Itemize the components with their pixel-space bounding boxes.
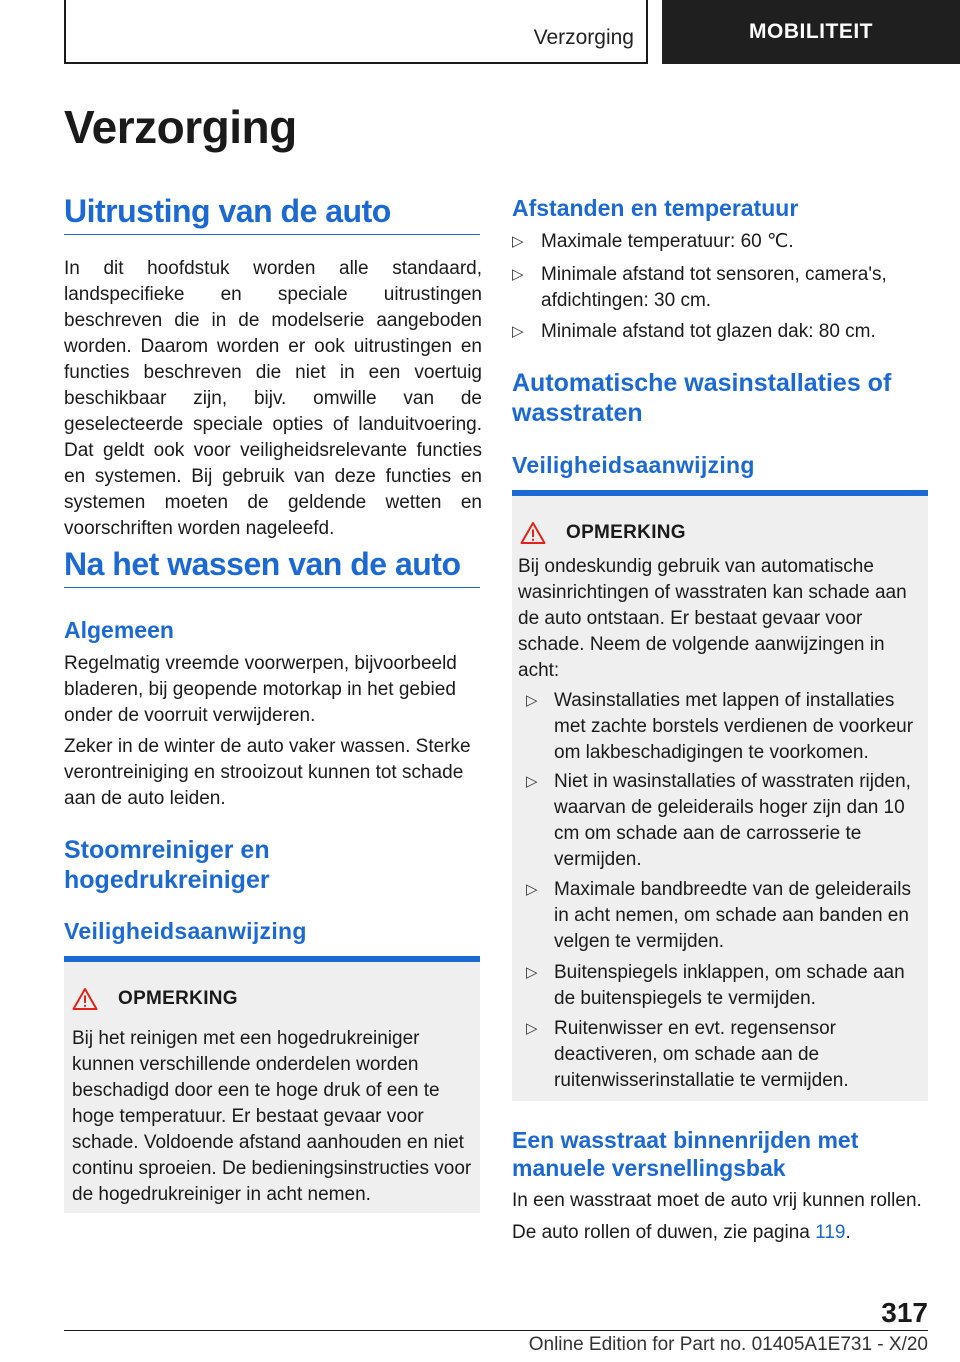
heading-rule bbox=[64, 234, 480, 235]
note-title: OPMERKING bbox=[118, 988, 238, 1009]
heading-distances: Afstanden en temperatuur bbox=[512, 195, 799, 221]
note-box-left bbox=[64, 956, 480, 1213]
triangle-bullet-icon: ▷ bbox=[512, 266, 524, 283]
note-header bbox=[520, 518, 686, 548]
note-header bbox=[72, 984, 238, 1014]
manual-paragraph-2-suffix: . bbox=[845, 1222, 851, 1243]
heading-safety-right: Veiligheidsaanwijzing bbox=[512, 452, 755, 478]
heading-after-wash: Na het wassen van de auto bbox=[64, 546, 461, 582]
header-chapter-tab: MOBILITEIT bbox=[662, 0, 960, 64]
manual-paragraph-1: In een wasstraat moet de auto vrij kunnen rollen. bbox=[512, 1190, 922, 1211]
page-reference-link[interactable]: 119 bbox=[815, 1222, 846, 1243]
heading-equipment: Uitrusting van de auto bbox=[64, 193, 391, 229]
heading-carwash: Automatische wasinstallaties of wasstraten bbox=[512, 369, 892, 427]
equipment-paragraph: In dit hoofdstuk worden alle standaard, landspecifieke en speciale uitrustingen beschreven die in de modelserie aangeboden worden. Daarom worden er ook uitrustingen en functies beschreven die niet in een voertuig beschikbaar zijn, bijv. omwille van de geselecteerde speciale opties of landuitvoering. Dat geldt ook voor veiligheidsrelevante functies en systemen. Bij gebruik van deze functies en systemen moeten de geldende wetten en voorschriften worden nageleefd. bbox=[64, 258, 482, 539]
note-box-right: OPMERKING Bij ondeskundig gebruik van automatische wasinrichtingen of wasstraten kan schade aan de auto ontstaan. Er bestaat gevaar voor schade. Neem de volgende aanwijzingen in acht: ▷ Wasinstallaties met lappen of installaties met zachte borstels verdienen de voorkeur om lakbeschadigingen te voorkomen. ▷ Niet in wasinstallaties of wasstraten rijden, waarvan de geleiderails hoger zijn dan 10 cm om schade aan de carrosserie te vermijden. ▷ Maximale bandbreedte van de geleiderails in acht nemen, om schade aan banden en velgen te vermijden. ▷ Buitenspiegels inklappen, om schade aan de buitenspiegels te vermijden. ▷ Ruitenwisser en evt. regensensor deactiveren, om schade aan de ruitenwisserinstallatie te vermijden. bbox=[512, 490, 928, 1101]
triangle-bullet-icon: ▷ bbox=[526, 1020, 538, 1037]
triangle-bullet-icon: ▷ bbox=[526, 692, 538, 709]
manual-paragraph-2 bbox=[512, 1220, 932, 1246]
footer-rule bbox=[64, 1330, 928, 1331]
general-paragraph-1: Regelmatig vreemde voorwerpen, bijvoorbeeld bladeren, bij geopende motorkap in het gebied onder de voorruit verwijderen. bbox=[64, 653, 457, 726]
warning-triangle-icon bbox=[520, 521, 546, 545]
heading-rule bbox=[64, 587, 480, 588]
triangle-bullet-icon: ▷ bbox=[512, 233, 524, 250]
footer-edition-text: Online Edition for Part no. 01405A1E731 - X/20 bbox=[528, 1334, 928, 1355]
triangle-bullet-icon: ▷ bbox=[526, 773, 538, 790]
heading-general: Algemeen bbox=[64, 617, 174, 643]
heading-steam-cleaner: Stoomreiniger en hogedrukreiniger bbox=[64, 836, 270, 894]
page-title: Verzorging bbox=[64, 101, 297, 153]
note-text: Bij het reinigen met een hogedrukreiniger kunnen verschillende onderdelen worden beschadigd door een te hoge druk of een te hoge temperatuur. Er bestaat gevaar voor schade. Voldoende afstand aanhouden en niet continu sproeien. De bedieningsinstructies voor de hogedrukreiniger in acht nemen. bbox=[72, 1028, 472, 1205]
header-section-title: Verzorging bbox=[533, 26, 634, 49]
warning-triangle-icon bbox=[72, 987, 98, 1011]
heading-safety-left: Veiligheidsaanwijzing bbox=[64, 918, 307, 944]
triangle-bullet-icon: ▷ bbox=[526, 881, 538, 898]
triangle-bullet-icon: ▷ bbox=[526, 964, 538, 981]
page-number: 317 bbox=[881, 1297, 928, 1328]
triangle-bullet-icon: ▷ bbox=[512, 323, 524, 340]
general-paragraph-2: Zeker in de winter de auto vaker wassen. Sterke verontreiniging en strooizout kunnen tot schade aan de auto leiden. bbox=[64, 736, 471, 809]
note-text: Bij ondeskundig gebruik van automatische wasinrichtingen of wasstraten kan schade aan de auto ontstaan. Er bestaat gevaar voor schade. Neem de volgende aanwijzingen in acht: bbox=[518, 556, 907, 681]
heading-manual-transmission: Een wasstraat binnenrijden met manuele versnellingsbak bbox=[512, 1127, 859, 1181]
manual-paragraph-2-text: De auto rollen of duwen, zie pagina bbox=[512, 1222, 810, 1243]
note-title: OPMERKING bbox=[566, 522, 686, 543]
